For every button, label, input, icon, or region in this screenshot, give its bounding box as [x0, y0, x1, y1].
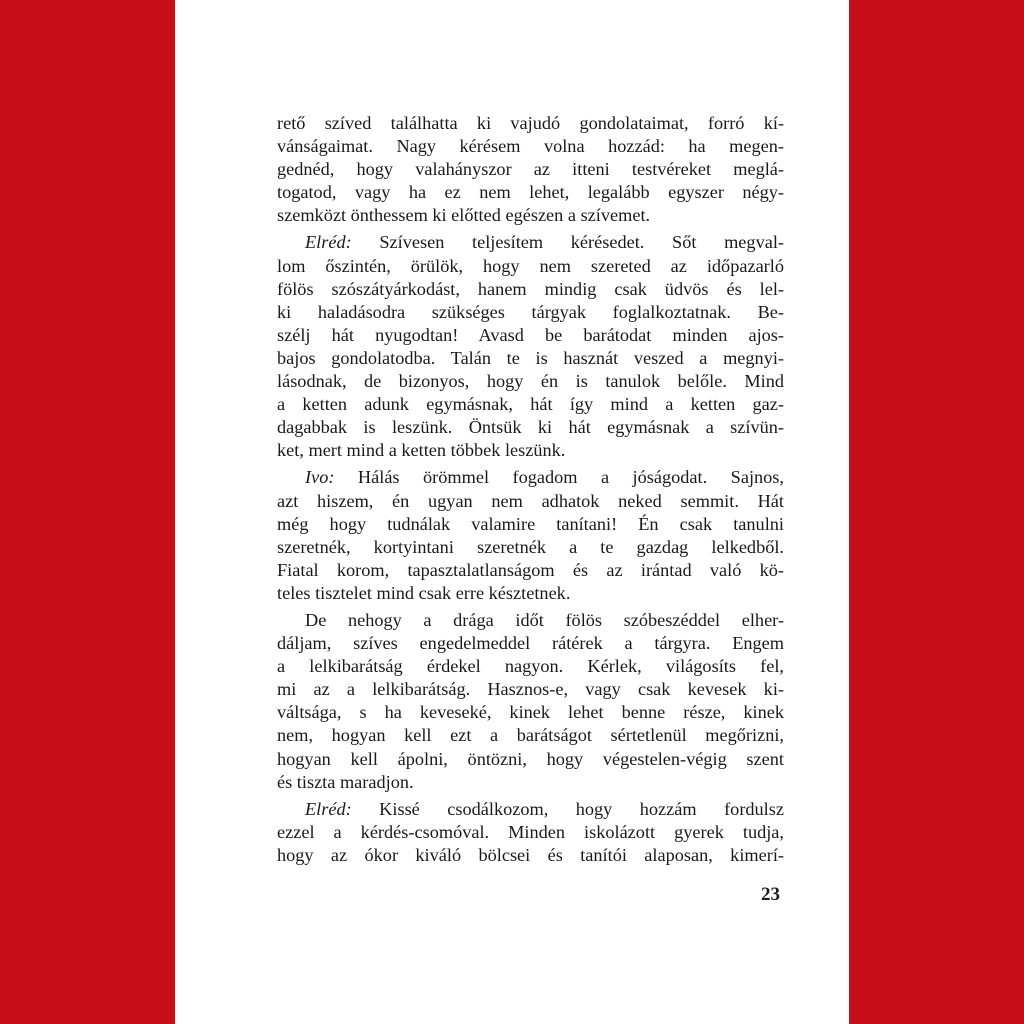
line-text: togatod, vagy ha ez nem lehet, legalább egyszer négy- [277, 182, 784, 203]
line-text: nem, hogyan kell ezt a barátságot sértetlenül megőrizni, [277, 725, 784, 746]
speaker-name: Elréd: [305, 798, 352, 819]
text-line [277, 559, 784, 582]
text-line [277, 678, 784, 701]
text-line [277, 798, 784, 821]
line-text: hogy az ókor kiváló bölcsei és tanítói alaposan, kimerí- [277, 844, 784, 865]
text-line [277, 771, 784, 794]
line-text: ket, mert mind a ketten többek leszünk. [277, 440, 566, 461]
line-text: Szívesen teljesítem kérésedet. Sőt megval- [379, 232, 784, 253]
line-text: szélj hát nyugodtan! Avasd be barátodat minden ajos- [277, 324, 784, 345]
line-text: mi az a lelkibarátság. Hasznos-e, vagy csak kevesek ki- [277, 679, 784, 700]
line-text: azt hiszem, én ugyan nem adhatok neked semmit. Hát [277, 490, 784, 511]
line-text: lásodnak, de bizonyos, hogy én is tanulok belőle. Mind [277, 371, 784, 392]
line-text: a lelkibarátság érdekel nagyon. Kérlek, világosíts fel, [277, 656, 784, 677]
line-text: vánságaimat. Nagy kérésem volna hozzád: ha megen- [277, 136, 784, 157]
text-line [277, 204, 784, 227]
text-line [277, 135, 784, 158]
line-text: szemközt önthessem ki előtted egészen a szívemet. [277, 205, 651, 226]
line-text: lom őszintén, örülök, hogy nem szereted az időpazarló [277, 255, 784, 276]
line-text: még hogy tudnálak valamire tanítani! Én csak tanulni [277, 513, 784, 534]
line-text: és tiszta maradjon. [277, 771, 414, 792]
text-line [277, 181, 784, 204]
line-text: teles tisztelet mind csak erre késztetnek. [277, 582, 571, 603]
line-text: a ketten adunk egymásnak, hát így mind a ketten gaz- [277, 394, 784, 415]
text-line [277, 324, 784, 347]
line-text: hogyan kell ápolni, öntözni, hogy végestelen-végig szent [277, 748, 784, 769]
text-line [277, 231, 784, 254]
text-line [277, 439, 784, 462]
body-text [277, 112, 784, 867]
line-text: De nehogy a drága időt fölös szóbeszéddel elher- [305, 609, 784, 630]
speaker-name: Elréd: [305, 232, 352, 253]
line-text: dagabbak is leszünk. Öntsük ki hát egymásnak a szívün- [277, 417, 784, 438]
line-text: bajos gondolatodba. Talán te is hasznát veszed a megnyi- [277, 347, 784, 368]
line-text: szeretnék, kortyintani szeretnék a te gazdag lelkedből. [277, 536, 784, 557]
text-line [277, 490, 784, 513]
text-line [277, 370, 784, 393]
text-line [277, 701, 784, 724]
line-text: ki haladásodra szükséges tárgyak foglalkoztatnak. Be- [277, 301, 784, 322]
text-line [277, 158, 784, 181]
text-line [277, 347, 784, 370]
text-line [277, 724, 784, 747]
text-line [277, 536, 784, 559]
line-text: fölös szószátyárkodást, hanem mindig csak üdvös és lel- [277, 278, 784, 299]
text-line [277, 255, 784, 278]
text-line [277, 393, 784, 416]
line-text: rető szíved találhatta ki vajudó gondolataimat, forró kí- [277, 113, 784, 133]
line-text: gednéd, hogy valahányszor az itteni testvéreket meglá- [277, 159, 784, 180]
line-text: Fiatal korom, tapasztalatlanságom és az irántad való kö- [277, 559, 784, 580]
page-number: 23 [761, 884, 780, 905]
line-text: Kissé csodálkozom, hogy hozzám fordulsz [379, 798, 784, 819]
text-line [277, 112, 784, 135]
speaker-name: Ivo: [305, 467, 335, 488]
text-line [277, 416, 784, 439]
text-line [277, 301, 784, 324]
book-page [175, 0, 849, 1024]
line-text: Hálás örömmel fogadom a jóságodat. Sajnos, [357, 467, 784, 488]
text-line [277, 821, 784, 844]
text-line [277, 609, 784, 632]
line-text: váltsága, s ha keveseké, kinek lehet benne része, kinek [277, 702, 784, 723]
line-text: dáljam, szíves engedelmeddel rátérek a tárgyra. Engem [277, 633, 784, 654]
text-line [277, 278, 784, 301]
text-line [277, 632, 784, 655]
text-line [277, 513, 784, 536]
text-line [277, 466, 784, 489]
text-line [277, 748, 784, 771]
text-line [277, 582, 784, 605]
text-line [277, 655, 784, 678]
line-text: ezzel a kérdés-csomóval. Minden iskolázott gyerek tudja, [277, 821, 784, 842]
text-line [277, 844, 784, 867]
